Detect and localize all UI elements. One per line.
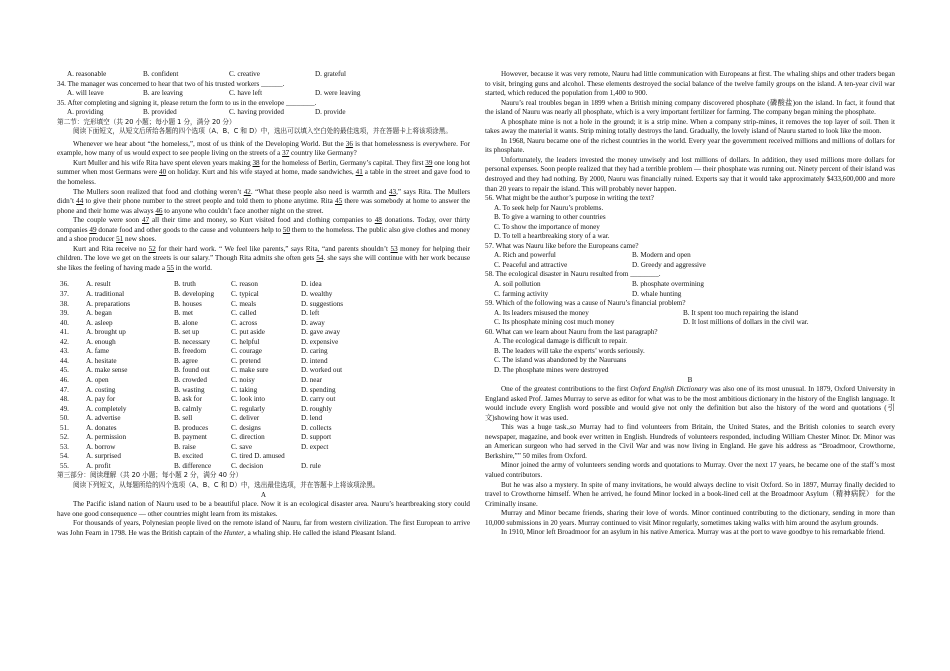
passage-b-paragraph-2: This was a huge task.,so Murray had to find volunteers from Britain, the United States, and the British colonies to search every newspaper, magazine, and book ever written in English. Hundreds of volunteers responded, including William Chester Minor. Dr. Minor was an American surgeon who had served in the Civil War and was now living in England. He gave his address as “Broadmoor, Crowthorne, Berkshire,”” 50 miles from Oxford. [485, 423, 895, 460]
choice-row: 47. A. costing B. wasting C. taking D. spending [60, 385, 336, 394]
passage-a-paragraph-7: Unfortunately, the leaders invested the money unwisely and lost millions of dollars. In addition, they used millions more dollars for personal expenses. Soon people realized that they had a terrible problem — their phosphate was running out. Ninety percent of their island was destroyed and they had nothing. By 2000, Nauru was financially ruined. Experts say that it would take approximately $433,600,000 and more than 20 years to repair the island. This will probably never happen. [485, 155, 895, 193]
choice-row: 43. A. fame B. freedom C. courage D. caring [60, 347, 328, 356]
option-d: D. grateful [315, 70, 346, 78]
choice-row: 42. A. enough B. necessary C. helpful D. expensive [60, 337, 339, 346]
passage-a-label: A [260, 490, 267, 499]
q56-option-d: D. To tell a heartbreaking story of a war. [494, 232, 610, 241]
passage-a-paragraph-6: In 1968, Nauru became one of the richest countries in the world. Every year the government received millions and millions of dollars for its phosphate. [485, 136, 895, 155]
blank-38: 38 [252, 158, 260, 167]
blank-40: 40 [159, 168, 167, 177]
choice-row: 41. A. brought up B. set up C. put aside D. gave away [60, 328, 341, 337]
choice-row: 37. A. traditional B. developing C. typical D. wealthy [60, 290, 333, 299]
blank-50: 50 [282, 225, 291, 234]
passage-a-paragraph-2: For thousands of years, Polynesian people lived on the remote island of Nauru, far from western civilization. The first European to arrive was John Fearn in 1798. He was the British captain of the Hunter, a whaling ship. He called the island Pleasant Island. [57, 519, 470, 537]
choice-row: 52. A. permission B. payment C. direction D. support [60, 433, 332, 442]
passage-b-paragraph-6: In 1910, Minor left Broadmoor for an asylum in his native America. Murray was at the port to wave goodbye to his remarkable friend. [501, 528, 885, 537]
cloze-paragraph-5: Kurt and Rita receive no 52 for their hard work. “ We feel like parents,” says Rita, “and parents shouldn’t 53 money for helping their children. The love we get on the streets is our salary.” Though Rita admits she often gets 54. she says she will continue with her work because she likes the feeling of having made a 55 in the world. [57, 244, 471, 272]
choice-row: 39. A. began B. met C. called D. left [60, 309, 320, 318]
q56-option-a: A. To seek help for Nauru’s problems. [494, 203, 604, 212]
passage-a-paragraph-1: The Pacific island nation of Nauru used to be a beautiful place. Now it is an ecological disaster area. Nauru’s heartbreaking story could have one good consequence — other countries might learn from its mistakes. [57, 500, 470, 518]
option-c: C. having provided [229, 108, 284, 117]
blank-45: 45 [335, 197, 343, 206]
blank-51: 51 [116, 235, 124, 244]
choice-row: 40. A. asleep B. alone C. across D. away [60, 318, 325, 327]
choice-row: 48. A. pay for B. ask for C. look into D. carry out [60, 395, 336, 404]
passage-b-paragraph-1: One of the greatest contributions to the first Oxford English Dictionary was also one of its most unusual. In 1879, Oxford University in England asked Prof. James Murray to serve as editor for what was to be the most ambitious dictionary in the history of the English language. It would include every English word possible and would give not only the definition but also the history of the word and quotations (引文)showing how it was used. [485, 385, 895, 422]
choice-row: 54. A. surprised B. excited C. tired D. amused [60, 452, 285, 461]
passage-a-paragraph-5: A phosphate mine is not a hole in the ground; it is a strip mine. When a company strip-mines, it removes the top layer of soil. Then it takes away the material it wants. Strip mining totally destroys the land. Gradually, the lovely island of Nauru started to look like the moon. [485, 117, 895, 136]
choice-row: 55. A. profit B. difference C. decision D. rule [60, 461, 321, 470]
blank-49: 49 [89, 225, 97, 234]
section2-instructions: 阅读下面短文，从短文后所给各题的四个选项（A、B、C 和 D）中，选出可以填入空白处的最佳选项，并在答题卡上将该项涂黑。 [73, 127, 452, 136]
q60-option-a: A. The ecological damage is difficult to repair. [494, 337, 628, 346]
option-c: C. creative [229, 70, 260, 78]
blank-39: 39 [425, 158, 433, 167]
option-d: D. were leaving [315, 89, 361, 98]
question-58: 58. The ecological disaster in Nauru resulted from ________. [485, 270, 661, 279]
cloze-choices-table [57, 280, 470, 471]
question-56: 56. What might be the author’s purpose in writing the text? [485, 194, 654, 203]
blank-43: 43 [388, 187, 397, 196]
choice-row: 50. A. advertise B. sell C. deliver D. lend [60, 414, 323, 423]
q58-options-cd: C. farming activity D. whale hunting [494, 289, 682, 298]
question-34: 34. The manager was concerned to hear that two of his trusted workers ______. [57, 79, 285, 88]
passage-a-paragraph-3: However, because it was very remote, Nauru had little communication with Europeans at first. The whaling ships and other traders began to visit, bringing guns and alcohol. These elements destroyed the social balance of the twelve family groups on the island. A ten-year civil war started, which reduced the population from 1,400 to 900. [485, 70, 895, 98]
passage-a-paragraph-4: Nauru’s real troubles began in 1899 when a British mining company discovered phosphate (磷酸盐)on the island. In fact, it found that the island of Nauru was nearly all phosphate, which is a very important fertilizer for farming. The company began mining the phosphate. [485, 98, 895, 117]
q56-option-b: B. To give a warning to other countries [494, 213, 606, 222]
blank-36: 36 [345, 139, 353, 148]
choice-row: 44. A. hesitate B. agree C. pretend D. intend [60, 356, 328, 365]
blank-48: 48 [374, 216, 382, 225]
choice-row: 53. A. borrow B. raise C. save D. expect [60, 442, 329, 451]
left-column [57, 70, 470, 538]
blank-44: 44 [76, 197, 84, 206]
q57-options-cd: C. Peaceful and attractive D. Greedy and aggressive [494, 260, 706, 269]
q34-options [57, 89, 470, 99]
q35-options [57, 108, 470, 118]
q59-options-ab: A. Its leaders misused the money B. It spent too much repairing the island [494, 308, 799, 317]
blank-41: 41 [355, 168, 363, 177]
option-b: B. are leaving [143, 89, 183, 98]
choice-row: 46. A. open B. crowded C. noisy D. near [60, 375, 323, 384]
q56-option-c: C. To show the importance of money [494, 222, 600, 231]
blank-37: 37 [282, 149, 290, 158]
part3-instructions: 阅读下列短文，从每题所给的四个选项（A、B、C 和 D）中，选出最佳选项，并在答题卡上将该项涂黑。 [73, 480, 380, 489]
option-a: A. will leave [67, 89, 104, 98]
passage-b-paragraph-5: Murray and Minor became friends, sharing their love of words. Minor continued contributing to the dictionary, sending in more than 10,000 submissions in 20 years. Murray continued to visit Minor regularly, sometimes taking walks with him around the asylum grounds. [485, 509, 895, 527]
option-b: B. confident [143, 70, 179, 78]
blank-42: 42 [243, 187, 251, 196]
choice-row: 51. A. donates B. produces C. designs D. collects [60, 423, 332, 432]
q60-option-b: B. The leaders will take the experts’ words seriously. [494, 346, 645, 355]
choice-row: 45. A. make sense B. found out C. make sure D. worked out [60, 366, 343, 375]
q33-options [57, 70, 470, 80]
blank-46: 46 [155, 206, 163, 215]
option-b: B. provided [143, 108, 177, 117]
question-57: 57. What was Nauru like before the Europeans came? [485, 241, 639, 250]
section2-title: 第二节：完形填空（共 20 小题；每小题 1 分，满分 20 分） [57, 117, 236, 126]
right-column [485, 70, 895, 538]
option-d: D. provide [315, 108, 346, 117]
cloze-paragraph-3: The Mullers soon realized that food and clothing weren’t 42. “What these people also need is warmth and 43,” says Rita. The Mullers didn’t 44 to give their phone number to the street people and told them to phone anytime. Rita 45 there was somebody at home to answer the phone and their home was always 46 to anyone who couldn’t face another night on the street. [57, 187, 471, 215]
passage-b-label: B [687, 375, 693, 384]
q60-option-d: D. The phosphate mines were destroyed [494, 365, 609, 374]
cloze-paragraph-1: Whenever we hear about “the homeless,”, most of us think of the Developing World. But the 36 is that homelessness is everywhere. For example, how many of us would expect to see people living on the streets of a 37 country like Germany? [57, 139, 470, 158]
choice-row: 49. A. completely B. calmly C. regularly D. roughly [60, 404, 332, 413]
blank-55: 55 [166, 263, 174, 272]
passage-b-paragraph-4: But he was also a mystery. In spite of many invitations, he would always decline to visit Oxford. So in 1897, Murray finally decided to travel to Crowthorne himself. When he arrived, he found Minor locked in a book-lined cell at the Broadmoor Asylum（精神病院） for the Criminally insane. [485, 480, 895, 508]
blank-53: 53 [390, 244, 398, 253]
q59-options-cd: C. Its phosphate mining cost much money D. It lost millions of dollars in the civil war. [494, 318, 809, 327]
option-a: A. providing [67, 108, 104, 117]
passage-b-paragraph-3: Minor joined the army of volunteers sending words and quotations to Murray. Over the next 17 years, he became one of the staff’s most valued contributors. [485, 461, 895, 479]
option-a: A. reasonable [67, 70, 107, 78]
cloze-paragraph-4: The couple were soon 47 all their time and money, so Kurt visited food and clothing companies to 48 donations. Today, over thirty companies 49 donate food and other goods to the cause and volunteers help to 50 them to the homeless. The public also give clothes and money and a shoe producer 51 new shoes. [57, 216, 471, 244]
cloze-paragraph-2: Kurt Muller and his wife Rita have spent eleven years making 38 for the homeless of Berlin, Germany’s capital. They first 39 one long hot summer when most Germans were 40 on holiday. Kurt and his wife stayed at home, made sandwiches, 41 a table in the street and gave food to the homeless. [57, 158, 471, 187]
choice-row: 36. A. result B. truth C. reason D. idea [60, 280, 322, 289]
question-35: 35. After completing and signing it, please return the form to us in the envelope ________. [57, 98, 317, 107]
choice-row: 38. A. preparations B. houses C. meals D. suggestions [60, 299, 344, 308]
part3-title: 第三部分：阅读理解（共 20 小题；每小题 2 分，满分 40 分） [57, 471, 243, 480]
q58-options-ab: A. soil pollution B. phosphate overmining [494, 280, 704, 289]
option-c: C. have left [229, 89, 263, 98]
q60-option-c: C. The island was abandoned by the Nauruans [494, 356, 627, 365]
blank-54: 54 [316, 254, 324, 263]
blank-52: 52 [148, 244, 156, 253]
blank-47: 47 [142, 216, 150, 225]
question-60: 60. What can we learn about Nauru from the last paragraph? [485, 327, 658, 336]
q57-options-ab: A. Rich and powerful B. Modern and open [494, 251, 691, 260]
question-59: 59. Which of the following was a cause of Nauru’s financial problem? [485, 299, 686, 308]
